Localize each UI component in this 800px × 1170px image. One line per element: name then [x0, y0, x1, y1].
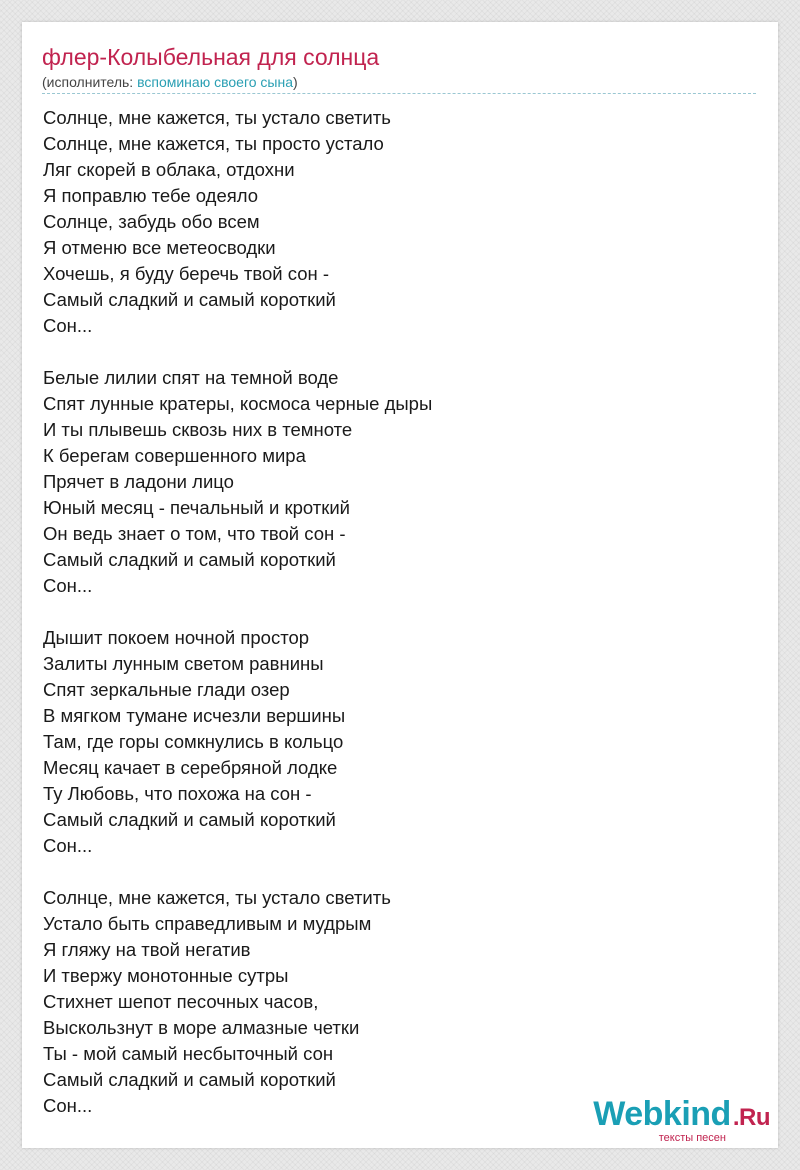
lyric-line: Юный месяц - печальный и кроткий: [43, 497, 351, 518]
stanza-gap: [43, 599, 763, 625]
artist-line: [42, 73, 298, 91]
song-title: флер-Колыбельная для солнца: [42, 44, 380, 70]
lyric-line: Я гляжу на твой негатив: [43, 939, 251, 960]
lyric-line: И твержу монотонные сутры: [43, 965, 289, 986]
lyric-line: Солнце, мне кажется, ты просто устало: [43, 133, 384, 154]
lyric-line: И ты плывешь сквозь них в темноте: [43, 419, 353, 440]
lyric-line: Выскользнут в море алмазные четки: [43, 1017, 360, 1038]
artist-link[interactable]: вспоминаю своего сына: [137, 74, 294, 90]
lyric-line: Самый сладкий и самый короткий: [43, 549, 336, 570]
lyric-line: Солнце, забудь обо всем: [43, 211, 260, 232]
lyric-line: Месяц качает в серебряной лодке: [43, 757, 338, 778]
lyric-line: Самый сладкий и самый короткий: [43, 289, 336, 310]
lyric-line: Солнце, мне кажется, ты устало светить: [43, 887, 391, 908]
lyric-line: Устало быть справедливым и мудрым: [43, 913, 372, 934]
lyric-line: Хочешь, я буду беречь твой сон -: [43, 263, 330, 284]
lyric-line: Он ведь знает о том, что твой сон -: [43, 523, 346, 544]
lyric-line: Я отменю все метеосводки: [43, 237, 276, 258]
logo-wordmark: [593, 1096, 770, 1136]
lyric-line: Сон...: [43, 575, 93, 596]
lyric-line: Спят лунные кратеры, космоса черные дыры: [43, 393, 433, 414]
stanza-gap: [43, 339, 763, 365]
lyric-line: Спят зеркальные глади озер: [43, 679, 290, 700]
webkind-logo[interactable]: [593, 1096, 770, 1144]
lyrics-body: [43, 105, 763, 1119]
logo-brand: Webkind: [593, 1095, 731, 1133]
header-divider: [42, 93, 756, 94]
logo-tld: .Ru: [732, 1104, 770, 1131]
lyric-line: Самый сладкий и самый короткий: [43, 809, 336, 830]
lyric-line: Солнце, мне кажется, ты устало светить: [43, 107, 391, 128]
logo-tagline: тексты песен: [658, 1132, 726, 1144]
lyric-line: Я поправлю тебе одеяло: [43, 185, 259, 206]
stanza-gap: [43, 859, 763, 885]
artist-suffix: ): [293, 74, 298, 90]
lyrics-card: [22, 22, 778, 1148]
lyric-line: Ляг скорей в облака, отдохни: [43, 159, 295, 180]
lyric-line: Ты - мой самый несбыточный сон: [43, 1043, 334, 1064]
lyric-line: Сон...: [43, 1095, 93, 1116]
lyric-line: Белые лилии спят на темной воде: [43, 367, 339, 388]
artist-prefix: (исполнитель:: [42, 74, 138, 90]
lyric-line: Дышит покоем ночной простор: [43, 627, 310, 648]
lyric-line: Самый сладкий и самый короткий: [43, 1069, 336, 1090]
lyric-line: Сон...: [43, 315, 93, 336]
lyric-line: Там, где горы сомкнулись в кольцо: [43, 731, 344, 752]
lyric-line: Прячет в ладони лицо: [43, 471, 234, 492]
lyric-line: Залиты лунным светом равнины: [43, 653, 324, 674]
lyric-line: Сон...: [43, 835, 93, 856]
lyric-line: К берегам совершенного мира: [43, 445, 306, 466]
lyric-line: Стихнет шепот песочных часов,: [43, 991, 319, 1012]
lyric-line: В мягком тумане исчезли вершины: [43, 705, 346, 726]
lyric-line: Ту Любовь, что похожа на сон -: [43, 783, 312, 804]
